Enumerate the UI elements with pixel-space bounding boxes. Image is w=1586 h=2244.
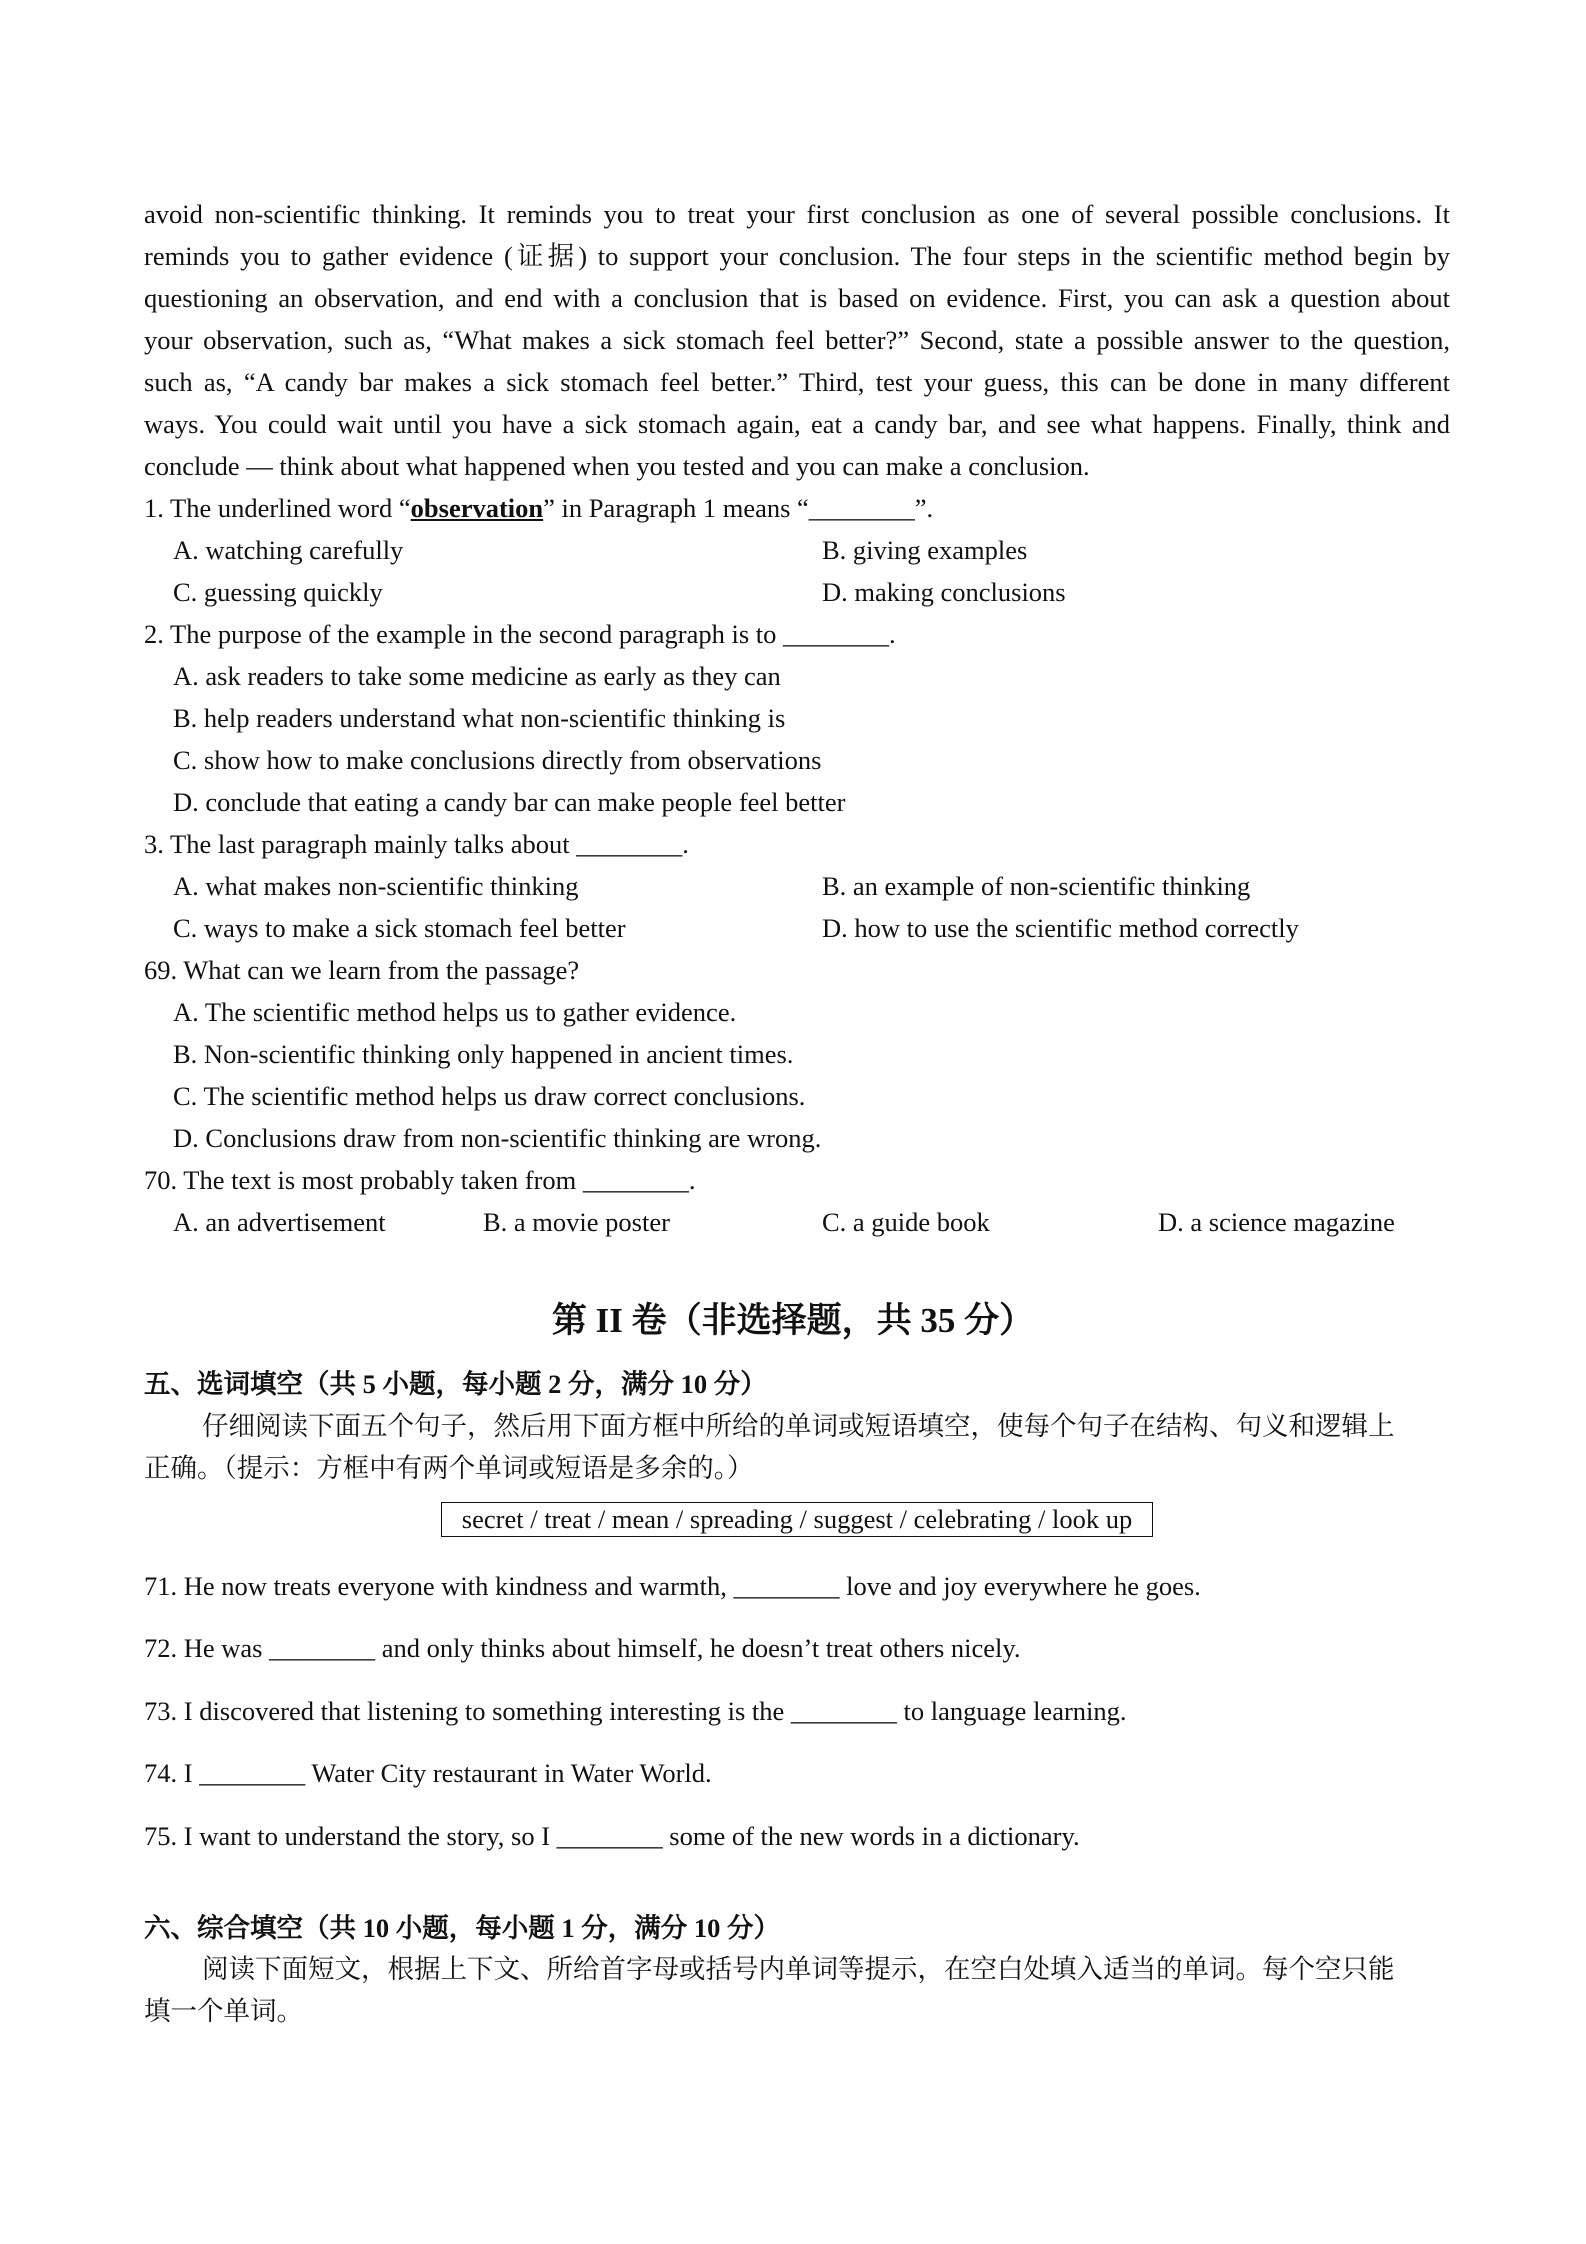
sentence-75: 75. I want to understand the story, so I ________ some of the new words in a dictionary. xyxy=(144,1821,1080,1851)
q70-option-b[interactable]: B. a movie poster xyxy=(483,1207,670,1237)
question-70-stem: 70. The text is most probably taken from ________. xyxy=(144,1165,696,1195)
passage-line: questioning an observation, and end with a conclusion that is based on evidence. First, you can ask a question about xyxy=(144,283,1450,313)
passage-line: avoid non-scientific thinking. It reminds you to treat your first conclusion as one of several possible conclusions. It xyxy=(144,199,1450,229)
passage-line: reminds you to gather evidence (证据) to support your conclusion. The four steps in the scientific method begin by xyxy=(144,241,1450,271)
question-69-stem: 69. What can we learn from the passage? xyxy=(144,955,580,985)
q1-option-a[interactable]: A. watching carefully xyxy=(173,535,404,565)
q69-option-d[interactable]: D. Conclusions draw from non-scientific thinking are wrong. xyxy=(173,1123,822,1153)
section-5-instruction: 正确。（提示：方框中有两个单词或短语是多余的。） xyxy=(144,1453,754,1483)
sentence-74: 74. I ________ Water City restaurant in Water World. xyxy=(144,1758,712,1788)
q2-option-c[interactable]: C. show how to make conclusions directly from observations xyxy=(173,745,822,775)
sentence-71: 71. He now treats everyone with kindness and warmth, ________ love and joy everywhere he goes. xyxy=(144,1571,1201,1601)
q1-option-d[interactable]: D. making conclusions xyxy=(822,577,1066,607)
q70-option-c[interactable]: C. a guide book xyxy=(822,1207,990,1237)
sentence-72: 72. He was ________ and only thinks about himself, he doesn’t treat others nicely. xyxy=(144,1633,1021,1663)
question-3-stem: 3. The last paragraph mainly talks about ________. xyxy=(144,829,689,859)
question-1-suffix: ” in Paragraph 1 means “________”. xyxy=(543,493,934,523)
q1-option-c[interactable]: C. guessing quickly xyxy=(173,577,383,607)
question-2-stem: 2. The purpose of the example in the second paragraph is to ________. xyxy=(144,619,896,649)
underlined-word: observation xyxy=(410,493,544,523)
section-5-instruction: 仔细阅读下面五个句子，然后用下面方框中所给的单词或短语填空，使每个句子在结构、句义和逻辑上 xyxy=(202,1411,1395,1441)
passage-line: your observation, such as, “What makes a sick stomach feel better?” Second, state a possible answer to the question, xyxy=(144,325,1450,355)
q2-option-a[interactable]: A. ask readers to take some medicine as early as they can xyxy=(173,661,781,691)
section-5-heading: 五、选词填空（共 5 小题，每小题 2 分，满分 10 分） xyxy=(144,1369,767,1399)
part-2-title: 第 II 卷（非选择题，共 35 分） xyxy=(551,1301,1035,1340)
section-6-instruction: 阅读下面短文，根据上下文、所给首字母或括号内单词等提示，在空白处填入适当的单词。每个空只能 xyxy=(202,1954,1395,1984)
q70-option-a[interactable]: A. an advertisement xyxy=(173,1207,386,1237)
q69-option-b[interactable]: B. Non-scientific thinking only happened in ancient times. xyxy=(173,1039,794,1069)
section-6-heading: 六、综合填空（共 10 小题，每小题 1 分，满分 10 分） xyxy=(144,1913,780,1943)
q3-option-b[interactable]: B. an example of non-scientific thinking xyxy=(822,871,1251,901)
section-6-instruction: 填一个单词。 xyxy=(144,1996,303,2026)
q3-option-d[interactable]: D. how to use the scientific method correctly xyxy=(822,913,1299,943)
q3-option-a[interactable]: A. what makes non-scientific thinking xyxy=(173,871,579,901)
q3-option-c[interactable]: C. ways to make a sick stomach feel better xyxy=(173,913,626,943)
passage-line: conclude — think about what happened when you tested and you can make a conclusion. xyxy=(144,451,1090,481)
sentence-73: 73. I discovered that listening to something interesting is the ________ to language learning. xyxy=(144,1696,1127,1726)
question-1-prefix: 1. The underlined word “ xyxy=(144,493,411,523)
q2-option-d[interactable]: D. conclude that eating a candy bar can make people feel better xyxy=(173,787,846,817)
passage-line: such as, “A candy bar makes a sick stomach feel better.” Third, test your guess, this can be done in many different xyxy=(144,367,1450,397)
q69-option-a[interactable]: A. The scientific method helps us to gather evidence. xyxy=(173,997,737,1027)
word-box: secret / treat / mean / spreading / suggest / celebrating / look up xyxy=(441,1502,1153,1537)
q2-option-b[interactable]: B. help readers understand what non-scientific thinking is xyxy=(173,703,786,733)
question-1-stem xyxy=(144,493,1450,523)
q1-option-b[interactable]: B. giving examples xyxy=(822,535,1028,565)
q69-option-c[interactable]: C. The scientific method helps us draw correct conclusions. xyxy=(173,1081,806,1111)
passage-line: ways. You could wait until you have a sick stomach again, eat a candy bar, and see what happens. Finally, think and xyxy=(144,409,1450,439)
q70-option-d[interactable]: D. a science magazine xyxy=(1158,1207,1395,1237)
